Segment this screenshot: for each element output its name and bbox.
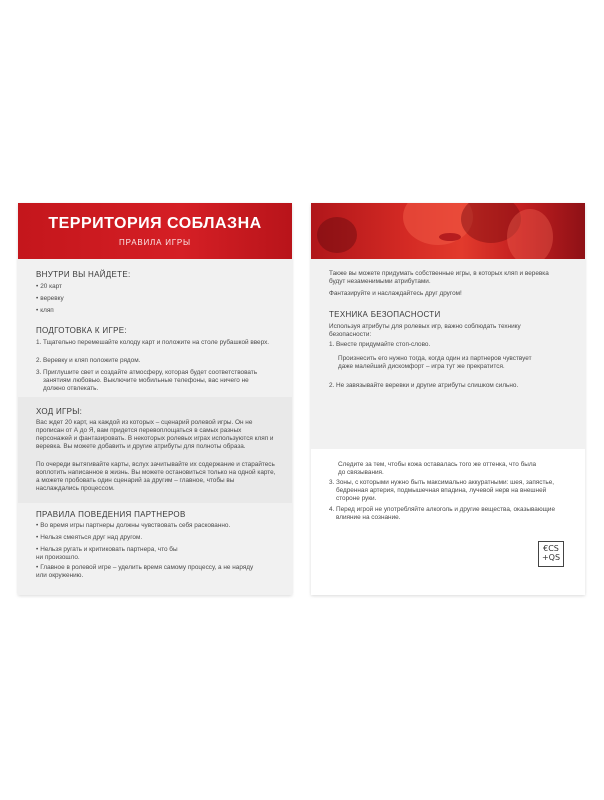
list-item: • Нельзя смеяться друг над другом.: [36, 534, 276, 542]
partner-rules-section: [18, 503, 292, 595]
game-paragraph-1: Вас ждет 20 карт, на каждой из которых – сценарий ролевой игры. Он не прописан от А до Я, вам придется перевоплощаться в самых разных персонажей и фантазировать. В некоторых ролевых играх используются кляп и веревка. Вы можете добавить и другие атрибуты для полноты образа.: [36, 419, 274, 450]
inside-heading: ВНУТРИ ВЫ НАЙДЕТЕ:: [36, 270, 131, 279]
brand-logo: €CS +QS: [538, 541, 564, 567]
list-item: • Нельзя ругать и критиковать партнера, что бы ни произошло.: [36, 546, 186, 562]
list-item: • Во время игры партнеры должны чувствовать себя раскованно.: [36, 522, 276, 530]
couple-photo: [311, 203, 585, 259]
safety-step-4: 4. Перед игрой не употребляйте алкоголь и другие вещества, оказывающие влияние на сознание.: [329, 506, 556, 521]
rules-card-front: [18, 203, 292, 595]
custom-games-paragraph: Также вы можете придумать собственные игры, в которых кляп и веревка будут незаменимыми атрибутами.: [329, 270, 549, 285]
safety-intro: Используя атрибуты для ролевых игр, важно соблюдать технику безопасности:: [329, 323, 521, 338]
card-subtitle: ПРАВИЛА ИГРЫ: [119, 238, 191, 247]
rules-heading: ПРАВИЛА ПОВЕДЕНИЯ ПАРТНЕРОВ: [36, 510, 186, 519]
game-paragraph-2: По очереди вытягивайте карты, вслух зачитывайте их содержание и старайтесь воплотить написанное в жизнь. Вы можете остановиться только на одной карте, а можете пробовать один сценарий за другим – главное, чтобы вы наслаждались процессом.: [36, 461, 276, 492]
prep-step-2: 2. Веревку и кляп положите рядом.: [36, 357, 141, 364]
list-item: • кляп: [36, 307, 54, 315]
list-item: • Главное в ролевой игре – уделить время самому процессу, а не наряду или окружению.: [36, 564, 256, 580]
list-item: • 20 карт: [36, 283, 62, 291]
prep-step-3: 3. Приглушите свет и создайте атмосферу, которая будет соответствовать занятиям любовью. Выключите мобильные телефоны, вас ничего не должно отвлекать.: [36, 369, 258, 392]
game-flow-section: [18, 397, 292, 503]
prep-heading: ПОДГОТОВКА К ИГРЕ:: [36, 326, 127, 335]
enjoy-paragraph: Фантазируйте и наслаждайтесь друг другом!: [329, 290, 462, 297]
inside-and-prep-section: [18, 259, 292, 397]
safety-heading: ТЕХНИКА БЕЗОПАСНОСТИ: [329, 310, 441, 319]
game-heading: ХОД ИГРЫ:: [36, 407, 83, 416]
safety-step-2: 2. Не завязывайте веревки и другие атрибуты слишком сильно.: [329, 382, 519, 389]
skin-note: Следите за тем, чтобы кожа оставалась того же оттенка, что была до связывания.: [338, 461, 537, 476]
prep-step-1: 1. Тщательно перемешайте колоду карт и положите на столе рубашкой вверх.: [36, 339, 270, 346]
rules-card-back: [311, 203, 585, 595]
safety-step-1: 1. Внесте придумайте стоп-слово.: [329, 341, 431, 348]
safety-step-1-note: Произнесить его нужно тогда, когда один из партнеров чувствует даже малейший дискомфорт – игра тут же прекратится.: [338, 355, 532, 370]
list-item: • веревку: [36, 295, 64, 303]
card-title: ТЕРРИТОРИЯ СОБЛАЗНА: [48, 215, 262, 232]
safety-section: [311, 259, 585, 449]
safety-step-3: 3. Зоны, с которыми нужно быть максимально аккуратными: шея, запястье, бедренная артерия, подмышечная впадина, лучевой нерв на внешней стороне руки.: [329, 479, 555, 502]
title-banner: [18, 203, 292, 259]
safety-continued-section: [311, 449, 585, 595]
